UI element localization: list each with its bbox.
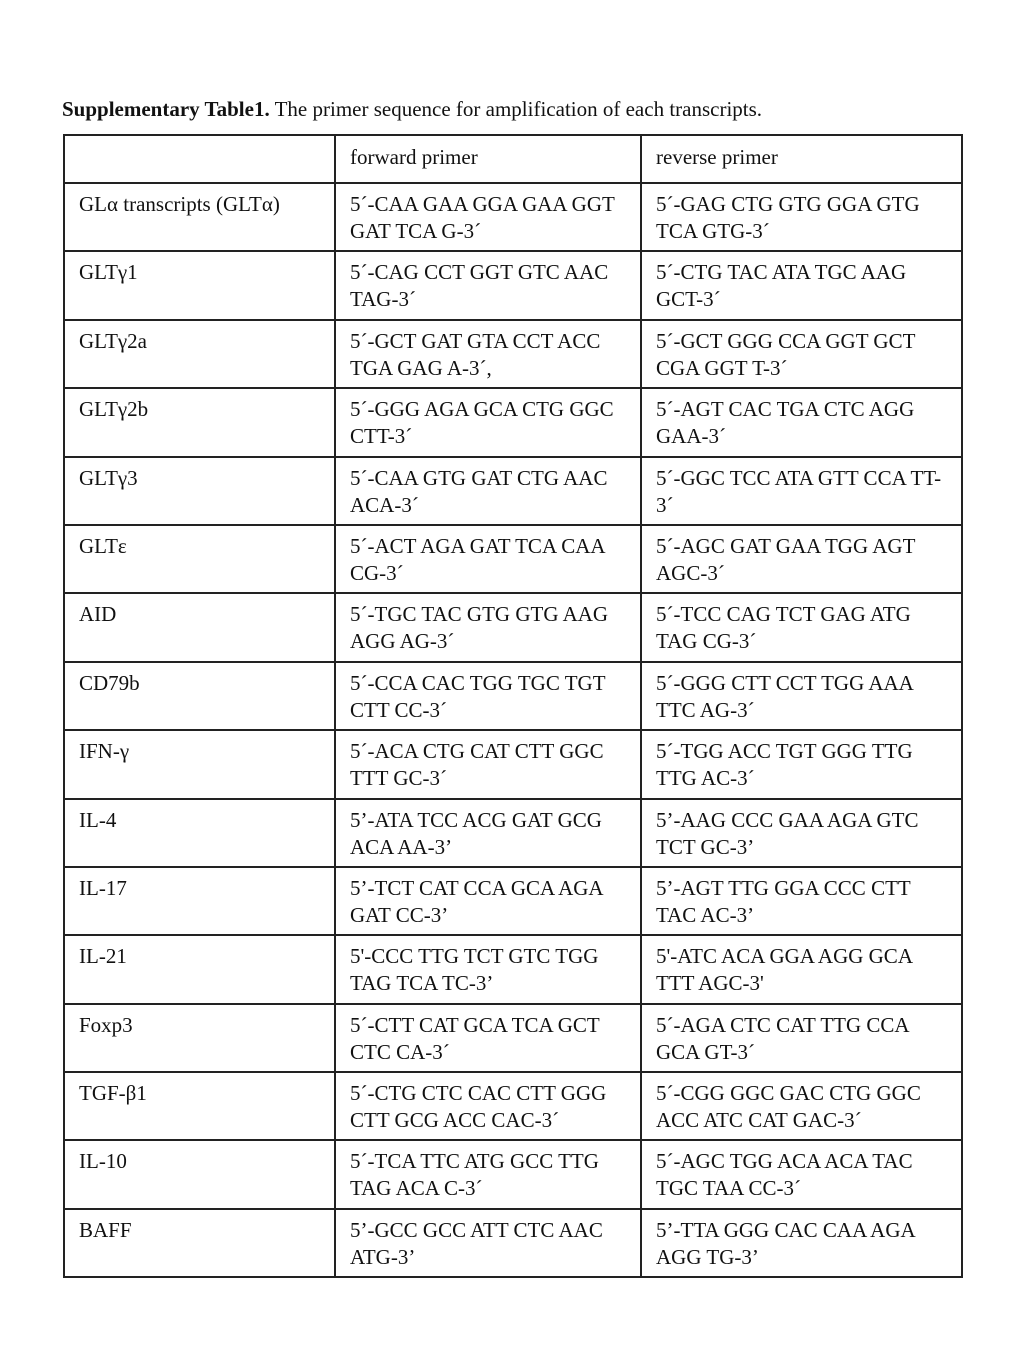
transcript-name-cell: IL-17 <box>64 867 335 935</box>
caption-text: The primer sequence for amplification of each transcripts. <box>269 97 763 121</box>
transcript-name-cell: IL-21 <box>64 935 335 1003</box>
table-row <box>64 1140 962 1208</box>
transcript-name-cell: GLTγ3 <box>64 457 335 525</box>
forward-primer-cell: 5´-CCA CAC TGG TGC TGT CTT CC-3´ <box>335 662 641 730</box>
table-row <box>64 593 962 661</box>
table-row <box>64 730 962 798</box>
forward-primer-cell: 5´-CAA GTG GAT CTG AAC ACA-3´ <box>335 457 641 525</box>
transcript-name-cell: IL-10 <box>64 1140 335 1208</box>
reverse-primer-cell: 5´-CTG TAC ATA TGC AAG GCT-3´ <box>641 251 962 319</box>
transcript-name-cell: TGF-β1 <box>64 1072 335 1140</box>
caption-label: Supplementary Table1. <box>62 97 270 121</box>
transcript-name-cell: Foxp3 <box>64 1004 335 1072</box>
transcript-name-cell: IL-4 <box>64 799 335 867</box>
transcript-name-cell: IFN-γ <box>64 730 335 798</box>
table-row <box>64 1004 962 1072</box>
transcript-name-cell: CD79b <box>64 662 335 730</box>
forward-primer-cell: 5’-GCC GCC ATT CTC AAC ATG-3’ <box>335 1209 641 1277</box>
table-row <box>64 1209 962 1277</box>
primer-table <box>63 134 963 1278</box>
forward-primer-cell: 5´-CTT CAT GCA TCA GCT CTC CA-3´ <box>335 1004 641 1072</box>
table-row <box>64 388 962 456</box>
forward-primer-cell: 5´-CAG CCT GGT GTC AAC TAG-3´ <box>335 251 641 319</box>
reverse-primer-cell: 5’-TTA GGG CAC CAA AGA AGG TG-3’ <box>641 1209 962 1277</box>
transcript-name-cell: AID <box>64 593 335 661</box>
transcript-name-cell: BAFF <box>64 1209 335 1277</box>
forward-primer-cell: 5´-TGC TAC GTG GTG AAG AGG AG-3´ <box>335 593 641 661</box>
reverse-primer-cell: 5’-AAG CCC GAA AGA GTC TCT GC-3’ <box>641 799 962 867</box>
transcript-name-cell: GLTγ1 <box>64 251 335 319</box>
forward-primer-cell: 5’-ATA TCC ACG GAT GCG ACA AA-3’ <box>335 799 641 867</box>
reverse-primer-cell: 5’-AGT TTG GGA CCC CTT TAC AC-3’ <box>641 867 962 935</box>
table-row <box>64 183 962 251</box>
table-row <box>64 935 962 1003</box>
header-cell-reverse: reverse primer <box>641 135 962 183</box>
table-caption <box>62 96 762 122</box>
table-row <box>64 867 962 935</box>
forward-primer-cell: 5'-CCC TTG TCT GTC TGG TAG TCA TC-3’ <box>335 935 641 1003</box>
reverse-primer-cell: 5´-AGC TGG ACA ACA TAC TGC TAA CC-3´ <box>641 1140 962 1208</box>
forward-primer-cell: 5´-GGG AGA GCA CTG GGC CTT-3´ <box>335 388 641 456</box>
forward-primer-cell: 5´-ACT AGA GAT TCA CAA CG-3´ <box>335 525 641 593</box>
reverse-primer-cell: 5´-AGT CAC TGA CTC AGG GAA-3´ <box>641 388 962 456</box>
reverse-primer-cell: 5´-TGG ACC TGT GGG TTG TTG AC-3´ <box>641 730 962 798</box>
transcript-name-cell: GLα transcripts (GLTα) <box>64 183 335 251</box>
table-row <box>64 457 962 525</box>
forward-primer-cell: 5´-TCA TTC ATG GCC TTG TAG ACA C-3´ <box>335 1140 641 1208</box>
reverse-primer-cell: 5´-AGA CTC CAT TTG CCA GCA GT-3´ <box>641 1004 962 1072</box>
reverse-primer-cell: 5´-GGG CTT CCT TGG AAA TTC AG-3´ <box>641 662 962 730</box>
transcript-name-cell: GLTε <box>64 525 335 593</box>
header-cell-name <box>64 135 335 183</box>
table-row <box>64 251 962 319</box>
header-cell-forward: forward primer <box>335 135 641 183</box>
forward-primer-cell: 5´-CAA GAA GGA GAA GGT GAT TCA G-3´ <box>335 183 641 251</box>
transcript-name-cell: GLTγ2b <box>64 388 335 456</box>
reverse-primer-cell: 5´-CGG GGC GAC CTG GGC ACC ATC CAT GAC-3´ <box>641 1072 962 1140</box>
table-row <box>64 320 962 388</box>
forward-primer-cell: 5´-CTG CTC CAC CTT GGG CTT GCG ACC CAC-3´ <box>335 1072 641 1140</box>
forward-primer-cell: 5’-TCT CAT CCA GCA AGA GAT CC-3’ <box>335 867 641 935</box>
forward-primer-cell: 5´-ACA CTG CAT CTT GGC TTT GC-3´ <box>335 730 641 798</box>
forward-primer-cell: 5´-GCT GAT GTA CCT ACC TGA GAG A-3´, <box>335 320 641 388</box>
reverse-primer-cell: 5'-ATC ACA GGA AGG GCA TTT AGC-3' <box>641 935 962 1003</box>
table-row <box>64 799 962 867</box>
transcript-name-cell: GLTγ2a <box>64 320 335 388</box>
reverse-primer-cell: 5´-GAG CTG GTG GGA GTG TCA GTG-3´ <box>641 183 962 251</box>
reverse-primer-cell: 5´-GCT GGG CCA GGT GCT CGA GGT T-3´ <box>641 320 962 388</box>
reverse-primer-cell: 5´-AGC GAT GAA TGG AGT AGC-3´ <box>641 525 962 593</box>
reverse-primer-cell: 5´-GGC TCC ATA GTT CCA TT-3´ <box>641 457 962 525</box>
primer-table-body <box>64 135 962 1277</box>
table-row <box>64 662 962 730</box>
table-row <box>64 1072 962 1140</box>
reverse-primer-cell: 5´-TCC CAG TCT GAG ATG TAG CG-3´ <box>641 593 962 661</box>
table-row <box>64 525 962 593</box>
table-header-row <box>64 135 962 183</box>
